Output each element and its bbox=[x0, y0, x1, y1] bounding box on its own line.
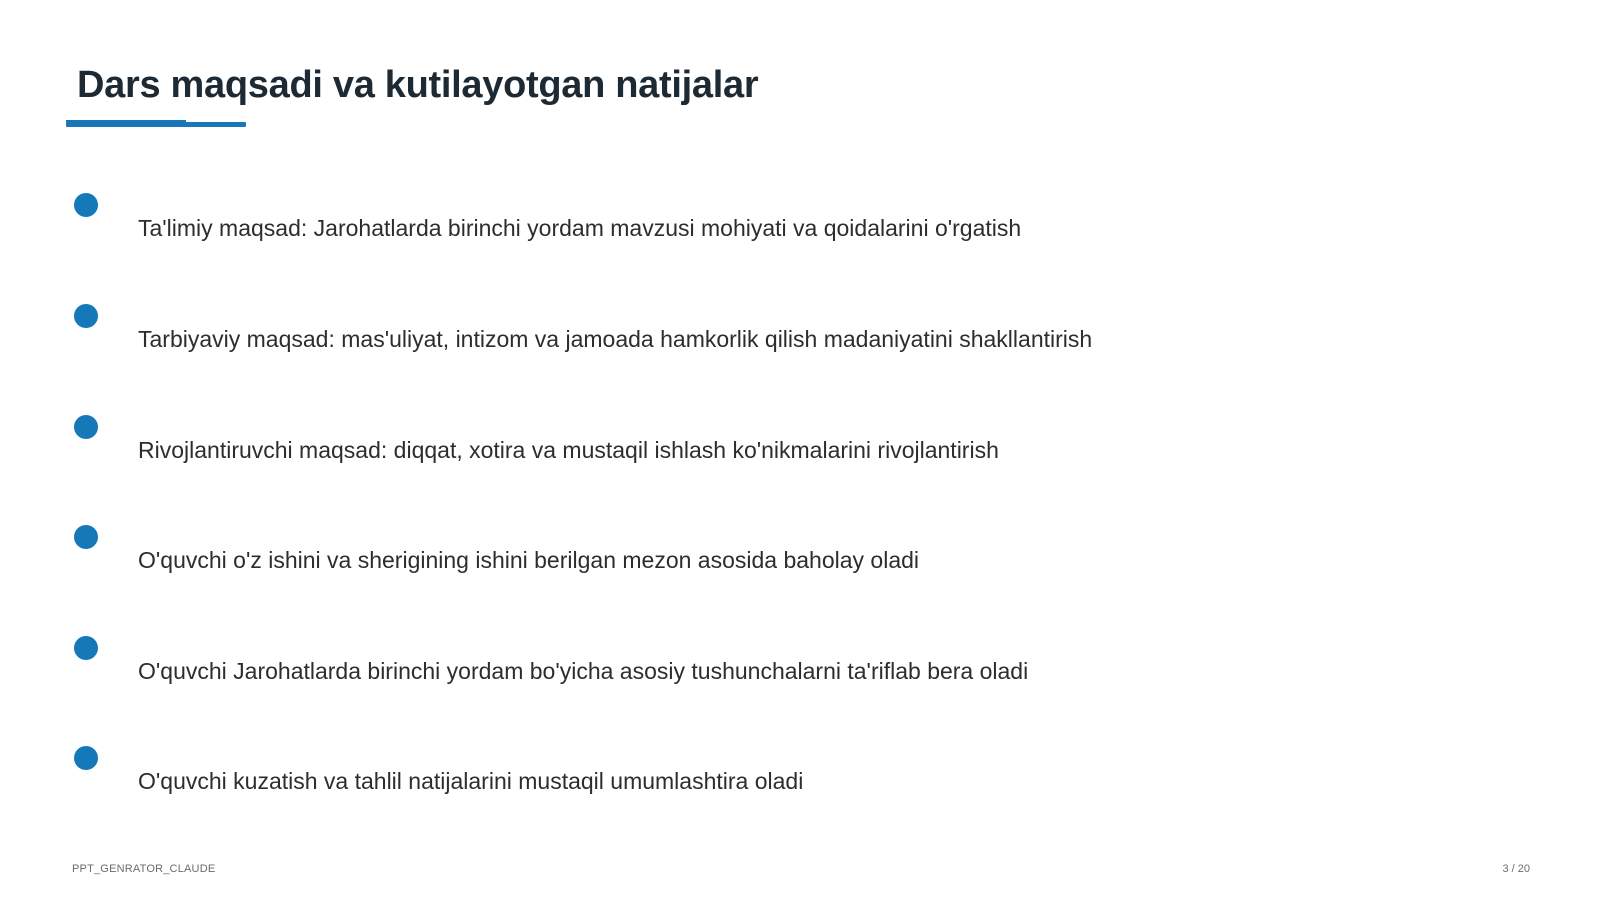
bullet-dot bbox=[74, 636, 98, 660]
list-item bbox=[74, 193, 1474, 273]
slide-title: Dars maqsadi va kutilayotgan natijalar bbox=[77, 64, 759, 106]
list-item-text: Rivojlantiruvchi maqsad: diqqat, xotira va mustaqil ishlash ko'nikmalarini rivojlantirish bbox=[138, 437, 999, 463]
title-underline bbox=[66, 122, 246, 127]
list-item-text: O'quvchi Jarohatlarda birinchi yordam bo'yicha asosiy tushunchalarni ta'riflab bera oladi bbox=[138, 658, 1029, 684]
list-item bbox=[74, 415, 1474, 495]
page-indicator: 3 / 20 bbox=[1502, 863, 1530, 875]
list-item bbox=[74, 636, 1474, 716]
list-item-text: Tarbiyaviy maqsad: mas'uliyat, intizom va jamoada hamkorlik qilish madaniyatini shakllantirish bbox=[138, 326, 1093, 352]
bullet-dot bbox=[74, 746, 98, 770]
list-item bbox=[74, 746, 1474, 826]
list-item-text: O'quvchi kuzatish va tahlil natijalarini mustaqil umumlashtira oladi bbox=[138, 768, 804, 794]
list-item-text: O'quvchi o'z ishini va sherigining ishini berilgan mezon asosida baholay oladi bbox=[138, 547, 920, 573]
list-item bbox=[74, 525, 1474, 605]
bullet-dot bbox=[74, 415, 98, 439]
bullet-dot bbox=[74, 304, 98, 328]
bullet-dot bbox=[74, 193, 98, 217]
footer-source-label: PPT_GENRATOR_CLAUDE bbox=[72, 863, 216, 875]
bullet-dot bbox=[74, 525, 98, 549]
list-item-text: Ta'limiy maqsad: Jarohatlarda birinchi yordam mavzusi mohiyati va qoidalarini o'rgatish bbox=[138, 215, 1022, 241]
list-item bbox=[74, 304, 1474, 384]
